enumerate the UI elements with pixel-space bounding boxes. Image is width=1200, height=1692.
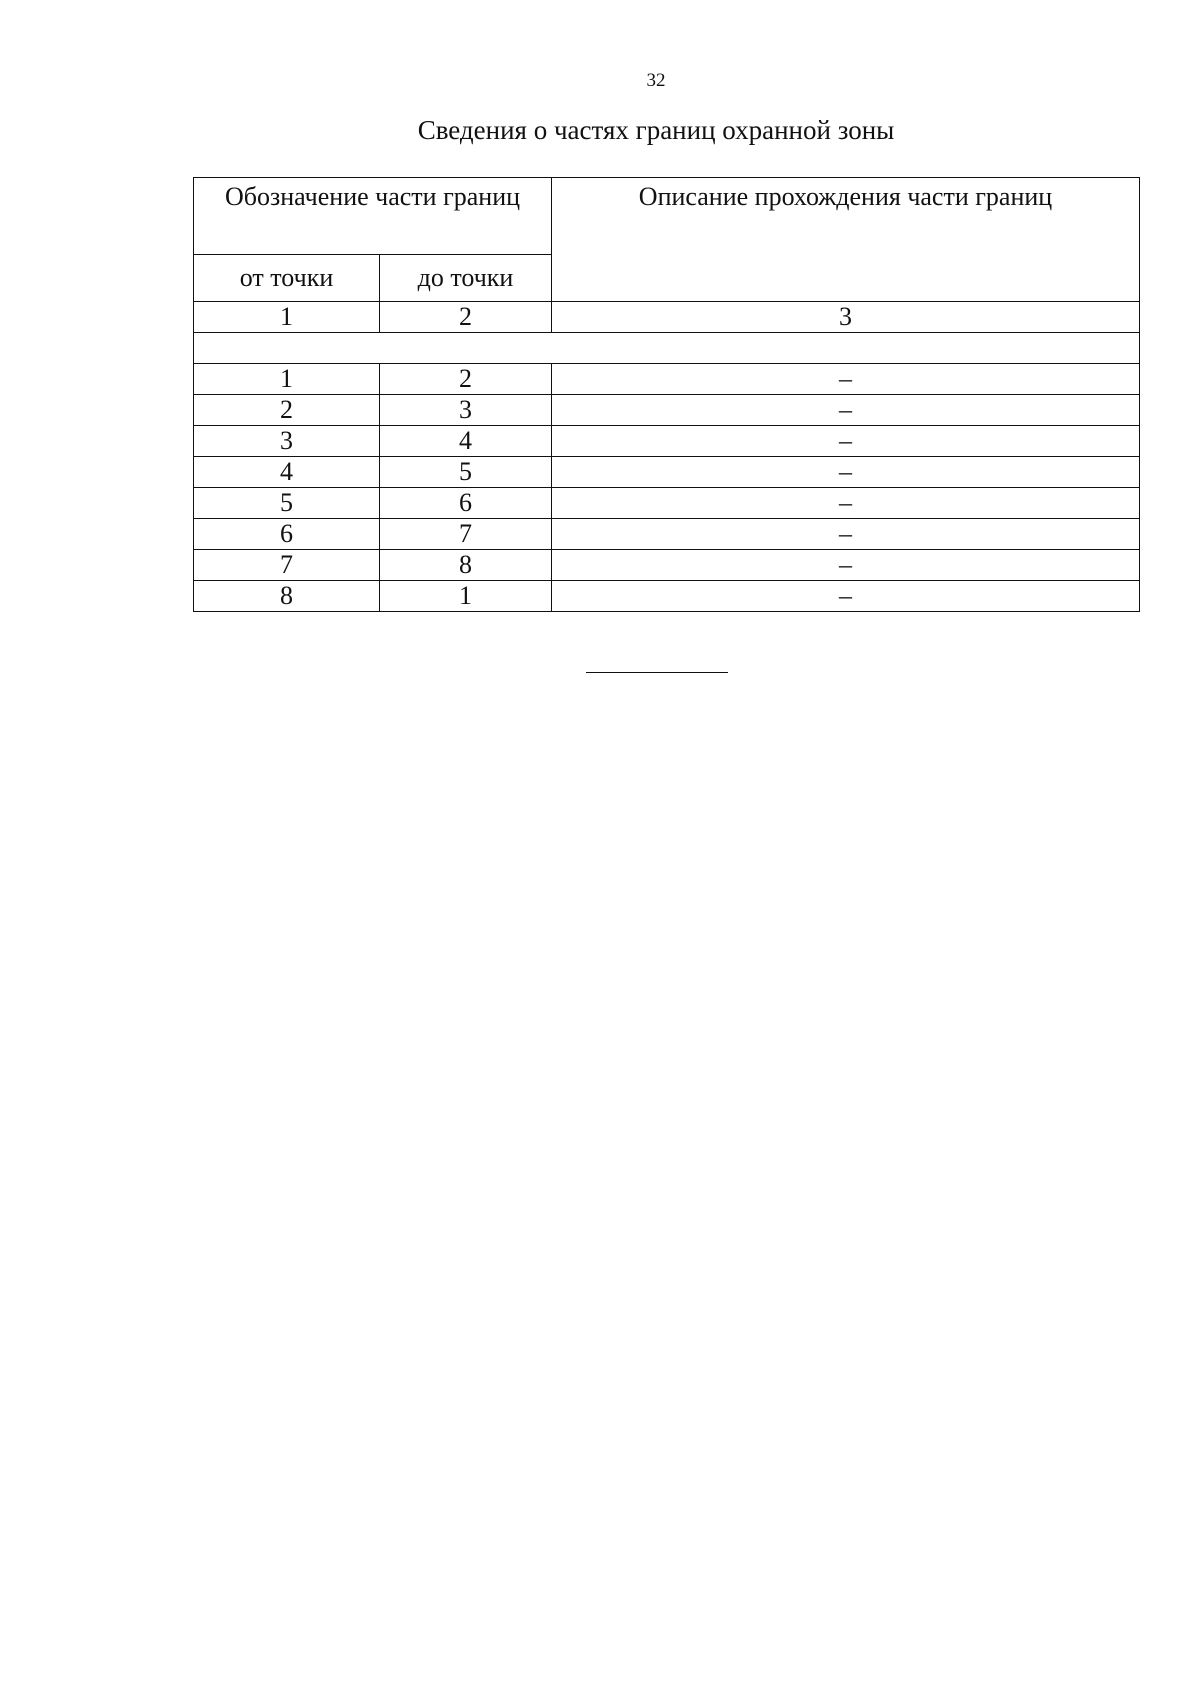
to-point-cell: 5: [380, 457, 552, 488]
column-number: 2: [380, 302, 552, 333]
column-number: 1: [194, 302, 380, 333]
table-row: [194, 364, 1140, 395]
to-point-cell: 7: [380, 519, 552, 550]
description-cell: –: [552, 488, 1140, 519]
from-point-cell: 4: [194, 457, 380, 488]
column-number: 3: [552, 302, 1140, 333]
end-rule-divider: [586, 672, 728, 673]
description-cell: –: [552, 581, 1140, 612]
from-point-cell: 6: [194, 519, 380, 550]
description-cell: –: [552, 364, 1140, 395]
column-number-row: [194, 302, 1140, 333]
to-point-cell: 2: [380, 364, 552, 395]
description-cell: –: [552, 426, 1140, 457]
table-row: [194, 395, 1140, 426]
table-row: [194, 519, 1140, 550]
boundary-parts-table: [193, 177, 1140, 612]
header-to-point: до точки: [380, 255, 552, 302]
table-row: [194, 581, 1140, 612]
table-header-row: [194, 178, 1140, 255]
from-point-cell: 2: [194, 395, 380, 426]
table-row: [194, 488, 1140, 519]
from-point-cell: 5: [194, 488, 380, 519]
description-cell: –: [552, 550, 1140, 581]
to-point-cell: 1: [380, 581, 552, 612]
header-from-point: от точки: [194, 255, 380, 302]
page-title: Сведения о частях границ охранной зоны: [417, 115, 895, 145]
to-point-cell: 8: [380, 550, 552, 581]
table-row: [194, 426, 1140, 457]
empty-section-row: [194, 333, 1140, 364]
to-point-cell: 6: [380, 488, 552, 519]
from-point-cell: 1: [194, 364, 380, 395]
description-cell: –: [552, 519, 1140, 550]
table-row: [194, 457, 1140, 488]
table-row: [194, 550, 1140, 581]
header-boundary-designation: Обозначение части границ: [194, 178, 552, 255]
from-point-cell: 3: [194, 426, 380, 457]
page-number: 32: [646, 70, 666, 91]
empty-cell: [194, 333, 1140, 364]
from-point-cell: 7: [194, 550, 380, 581]
description-cell: –: [552, 457, 1140, 488]
header-boundary-description: Описание прохождения части границ: [552, 178, 1140, 302]
to-point-cell: 3: [380, 395, 552, 426]
to-point-cell: 4: [380, 426, 552, 457]
description-cell: –: [552, 395, 1140, 426]
from-point-cell: 8: [194, 581, 380, 612]
